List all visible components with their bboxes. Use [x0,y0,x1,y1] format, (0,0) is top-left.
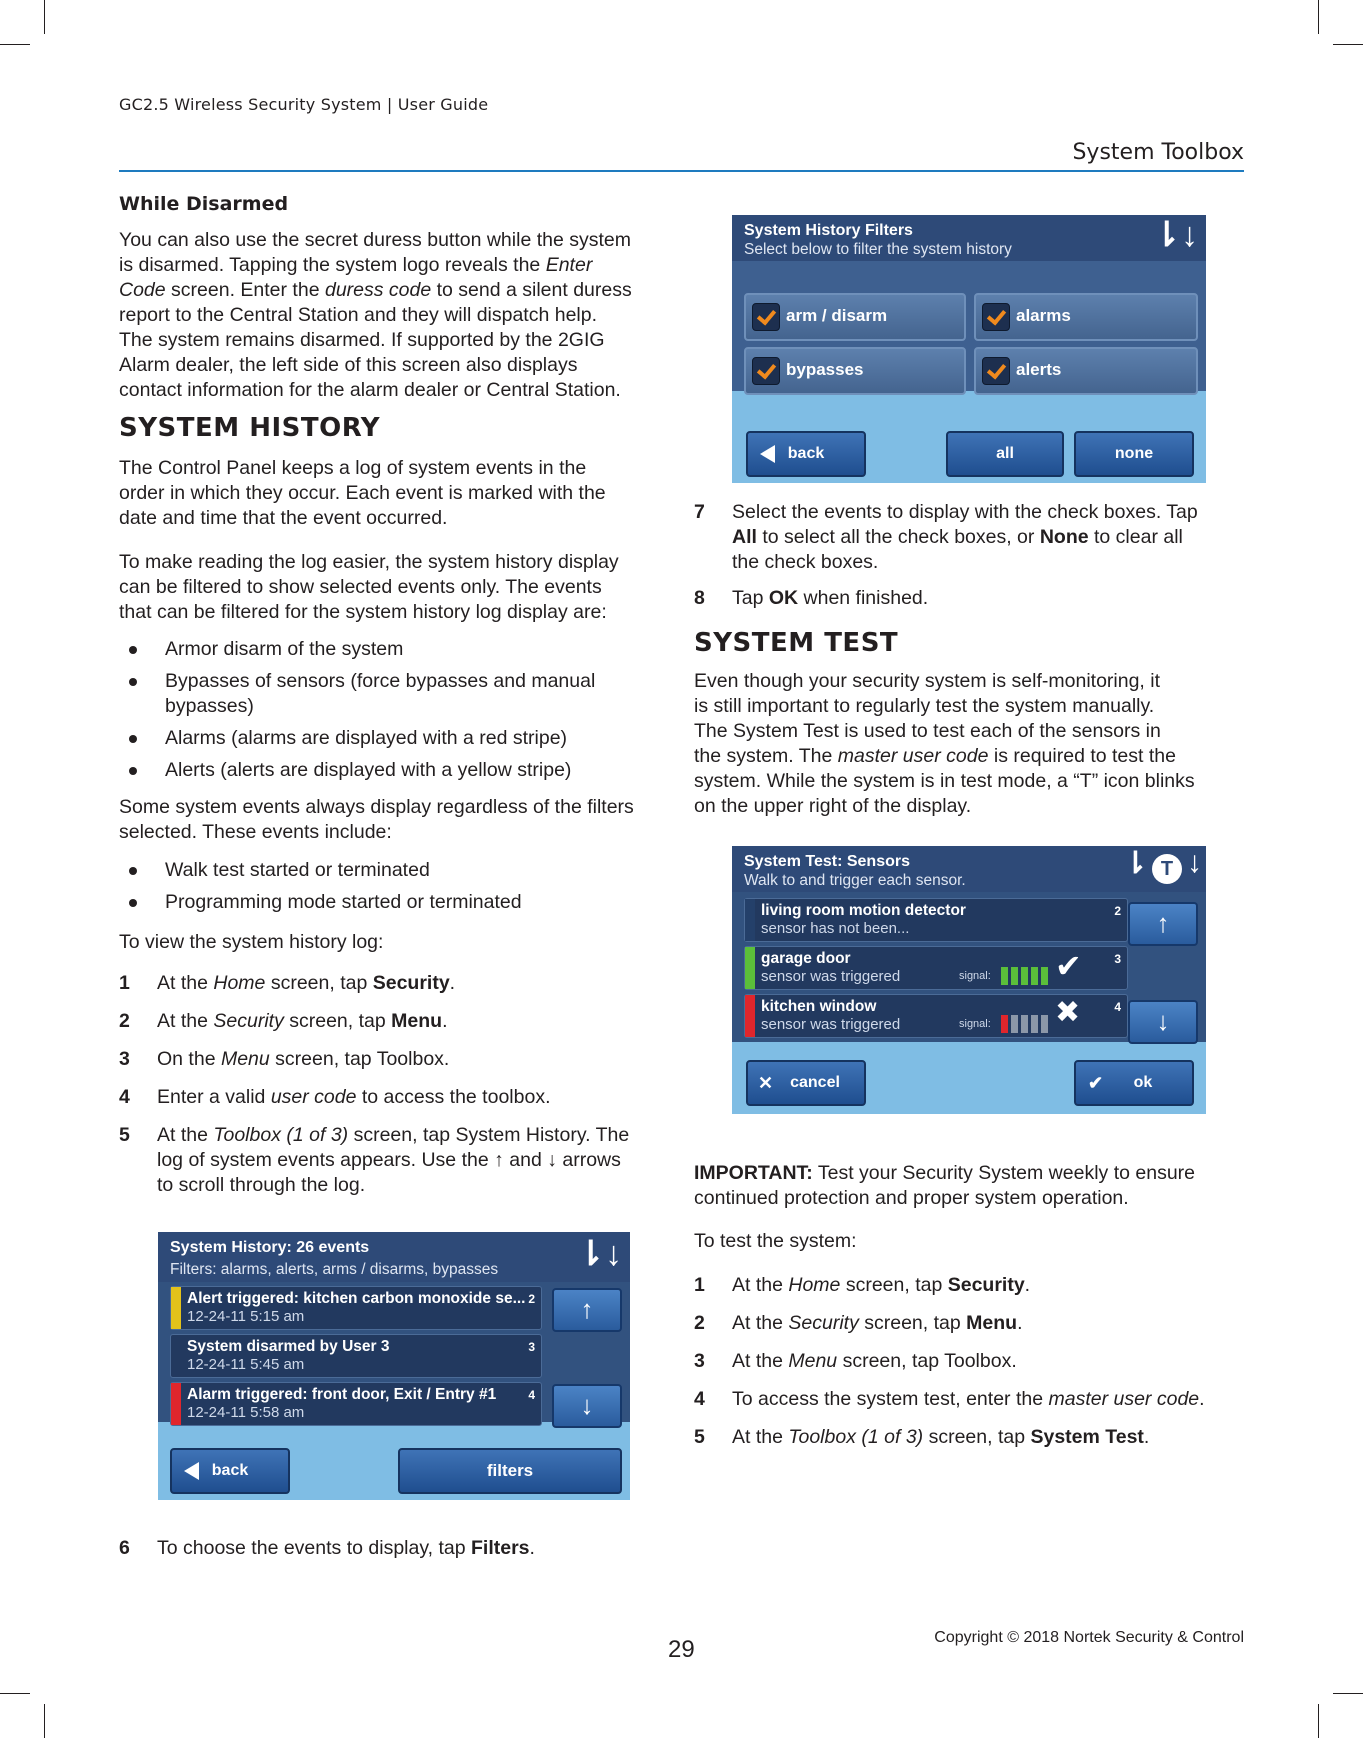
screen-header [732,215,1206,261]
test-mode-icon: T [1152,854,1182,884]
cancel-button[interactable]: ✕ cancel [746,1060,866,1106]
text-line: can be filtered to show selected events only. The events [119,576,602,598]
signal-label: signal: [959,1018,991,1030]
screen-header [732,846,1206,892]
crop-mark [1318,0,1319,34]
bullet-dot-icon [129,735,137,743]
event-timestamp: 12-24-11 5:58 am [187,1404,305,1421]
step-item: 3 At the Menu screen, tap Toolbox. [694,1350,1017,1372]
text-line: Code screen. Enter the duress code to send a silent duress [119,279,632,301]
text-line: IMPORTANT: Test your Security System weekly to ensure [694,1162,1196,1184]
filters-button[interactable]: filters [398,1448,622,1494]
status-stripe [745,995,755,1037]
back-button[interactable]: back [170,1448,290,1494]
status-stripe [745,899,755,941]
filter-checkbox-bypasses[interactable]: bypasses [744,347,966,395]
screen-header [158,1232,630,1282]
signal-bar [1031,967,1038,985]
sensor-name: kitchen window [761,998,877,1015]
text-line: The system remains disarmed. If supported by the 2GIG [119,329,605,351]
signal-bar [1041,1015,1048,1033]
bullet-dot-icon [129,767,137,775]
check-icon: ✔ [1088,1073,1104,1093]
step-item: 4 To access the system test, enter the master user code. [694,1388,1205,1410]
text-line: the system. The master user code is required to test the [694,745,1176,767]
scroll-up-button[interactable] [552,1288,622,1332]
sensor-number: 2 [1114,904,1121,918]
sensor-status: sensor was triggered [761,1016,901,1033]
checkmark-icon [982,303,1010,331]
system-test-heading: SYSTEM TEST [694,628,899,658]
signal-bar [1041,967,1048,985]
alarm-stripe [171,1383,181,1425]
page-number: 29 [668,1636,695,1663]
check-icon: ✔ [1055,948,1082,984]
arrow-up-icon: ↑ [1156,908,1170,938]
sensor-row[interactable] [744,898,1128,942]
event-timestamp: 12-24-11 5:15 am [187,1308,305,1325]
back-arrow-icon [184,1462,199,1480]
signal-bar [1031,1015,1038,1033]
step-item: 8 Tap OK when finished. [694,587,929,609]
step-item: 1 At the Home screen, tap Security. [694,1274,1031,1296]
crop-mark [0,44,30,45]
event-number: 3 [528,1340,535,1354]
system-history-paragraph-1 [119,456,606,531]
text-line: contact information for the alarm dealer or Central Station. [119,379,621,401]
to-test-intro: To test the system: [694,1230,857,1252]
bullet-dot-icon [129,867,137,875]
event-description: System disarmed by User 3 [187,1338,390,1355]
checkmark-icon [752,303,780,331]
bullet-item: Bypasses of sensors (force bypasses and manual bypasses) [119,669,595,719]
bullet-dot-icon [129,678,137,686]
signal-bar [1021,1015,1028,1033]
text-line: report to the Central Station and they will dispatch help. [119,304,598,326]
bullet-item: Alarms (alarms are displayed with a red stripe) [119,726,567,751]
status-stripe [745,947,755,989]
event-row[interactable] [170,1286,542,1330]
signal-bar [1011,967,1018,985]
text-line: is disarmed. Tapping the system logo reveals the Enter [119,254,593,276]
view-log-intro: To view the system history log: [119,931,384,953]
checkmark-icon [752,357,780,385]
text-line: is still important to regularly test the system manually. [694,695,1155,717]
back-button[interactable]: back [746,431,866,477]
system-history-paragraph-2 [119,550,619,625]
step-item: 5 At the Toolbox (1 of 3) screen, tap System History. The log of system events appears. Use the ↑ and ↓ arrows to scroll through the log. [119,1124,630,1196]
event-timestamp: 12-24-11 5:45 am [187,1356,305,1373]
event-row[interactable] [170,1334,542,1378]
power-plug-icon: ⇂↓ [1152,216,1198,254]
sensor-name: living room motion detector [761,902,966,919]
step-item: 2 At the Security screen, tap Menu. [694,1312,1023,1334]
back-arrow-icon [760,445,775,463]
text-line: selected. These events include: [119,821,392,843]
text-line: that can be filtered for the system history log display are: [119,601,607,623]
event-description: Alarm triggered: front door, Exit / Entry #1 [187,1386,497,1403]
bullet-item: Walk test started or terminated [119,858,430,883]
while-disarmed-heading: While Disarmed [119,193,289,215]
text-line: The Control Panel keeps a log of system events in the [119,457,587,479]
sensor-row[interactable] [744,994,1128,1038]
sensor-number: 4 [1114,1000,1121,1014]
ok-button[interactable]: ✔ ok [1074,1060,1194,1106]
text-line: You can also use the secret duress button while the system [119,229,631,251]
step-item: 6 To choose the events to display, tap Filters. [119,1537,535,1559]
text-line: continued protection and proper system operation. [694,1187,1129,1209]
sensor-status: sensor has not been... [761,920,910,937]
screen-subtitle: Walk to and trigger each sensor. [744,872,966,889]
step-item: 7 Select the events to display with the check boxes. Tap All to select all the check boxes, or None to clear all the check boxes. [694,501,1198,573]
text-line: date and time that the event occurred. [119,507,448,529]
section-header: System Toolbox [1072,140,1244,165]
important-note [694,1161,1195,1211]
text-line: The System Test is used to test each of the sensors in [694,720,1161,742]
screen-subtitle: Filters: alarms, alerts, arms / disarms, bypasses [170,1261,499,1278]
alert-stripe [171,1287,181,1329]
bullet-dot-icon [129,899,137,907]
event-number: 4 [528,1388,535,1402]
step-item: 5 At the Toolbox (1 of 3) screen, tap System Test. [694,1426,1150,1448]
none-button[interactable]: none [1074,431,1194,477]
filter-checkbox-alerts[interactable]: alerts [974,347,1198,395]
arrow-down-icon: ↓ [1187,846,1202,879]
crop-mark [44,1704,45,1738]
crop-mark [44,0,45,34]
sensor-number: 3 [1114,952,1121,966]
text-line: on the upper right of the display. [694,795,972,817]
step-item: 1 At the Home screen, tap Security. [119,972,456,994]
signal-bar [1011,1015,1018,1033]
screen-title: System Test: Sensors [744,853,910,870]
system-test-paragraph [694,669,1195,819]
event-description: Alert triggered: kitchen carbon monoxide se... [187,1290,526,1307]
sensor-name: garage door [761,950,851,967]
checkmark-icon [982,357,1010,385]
event-number: 2 [528,1292,535,1306]
screen-title: System History: 26 events [170,1239,370,1256]
step-item: 3 On the Menu screen, tap Toolbox. [119,1048,450,1070]
power-plug-icon: ⇂↓ [576,1235,622,1273]
text-line: To make reading the log easier, the system history display [119,551,619,573]
bullet-dot-icon [129,646,137,654]
signal-label: signal: [959,970,991,982]
signal-bar [1001,967,1008,985]
event-row[interactable] [170,1382,542,1426]
x-mark-icon: ✖ [1055,996,1081,1029]
system-history-heading: SYSTEM HISTORY [119,413,381,443]
x-icon: ✕ [758,1073,774,1093]
filter-checkbox-arm-disarm[interactable]: arm / disarm [744,293,966,341]
scroll-down-button[interactable] [1128,1000,1198,1044]
header-rule [119,170,1244,172]
text-line: order in which they occur. Each event is marked with the [119,482,606,504]
scroll-down-button[interactable] [552,1384,622,1428]
sensor-row[interactable] [744,946,1128,990]
crop-mark [0,1693,30,1694]
text-line: Even though your security system is self-monitoring, it [694,670,1161,692]
bullet-item: Programming mode started or terminated [119,890,522,915]
arrow-down-icon: ↓ [1156,1006,1170,1036]
copyright: Copyright © 2018 Nortek Security & Control [934,1629,1244,1646]
step-item: 2 At the Security screen, tap Menu. [119,1010,448,1032]
crop-mark [1333,44,1363,45]
text-line: Some system events always display regardless of the filters [119,796,634,818]
step-item: 4 Enter a valid user code to access the toolbox. [119,1086,551,1108]
power-plug-icon: ⇂ [1122,847,1148,880]
arrow-down-icon: ↓ [580,1390,594,1420]
signal-bar [1021,967,1028,985]
arrow-up-icon: ↑ [580,1294,594,1324]
system-history-screen [158,1232,630,1500]
all-button[interactable]: all [946,431,1064,477]
signal-bar [1001,1015,1008,1033]
screen-title: System History Filters [744,222,913,239]
bullet-item: Armor disarm of the system [119,637,403,662]
system-history-filters-screen [732,215,1206,483]
running-header: GC2.5 Wireless Security System | User Guide [119,95,489,114]
always-display-paragraph [119,795,634,845]
screen-subtitle: Select below to filter the system history [744,241,1012,258]
bullet-item: Alerts (alerts are displayed with a yellow stripe) [119,758,571,783]
system-test-screen [732,846,1206,1114]
sensor-status: sensor was triggered [761,968,901,985]
text-line: Alarm dealer, the left side of this screen also displays [119,354,578,376]
crop-mark [1318,1704,1319,1738]
scroll-up-button[interactable] [1128,902,1198,946]
while-disarmed-paragraph [119,228,632,403]
filter-checkbox-alarms[interactable]: alarms [974,293,1198,341]
crop-mark [1333,1693,1363,1694]
text-line: system. While the system is in test mode, a “T” icon blinks [694,770,1195,792]
